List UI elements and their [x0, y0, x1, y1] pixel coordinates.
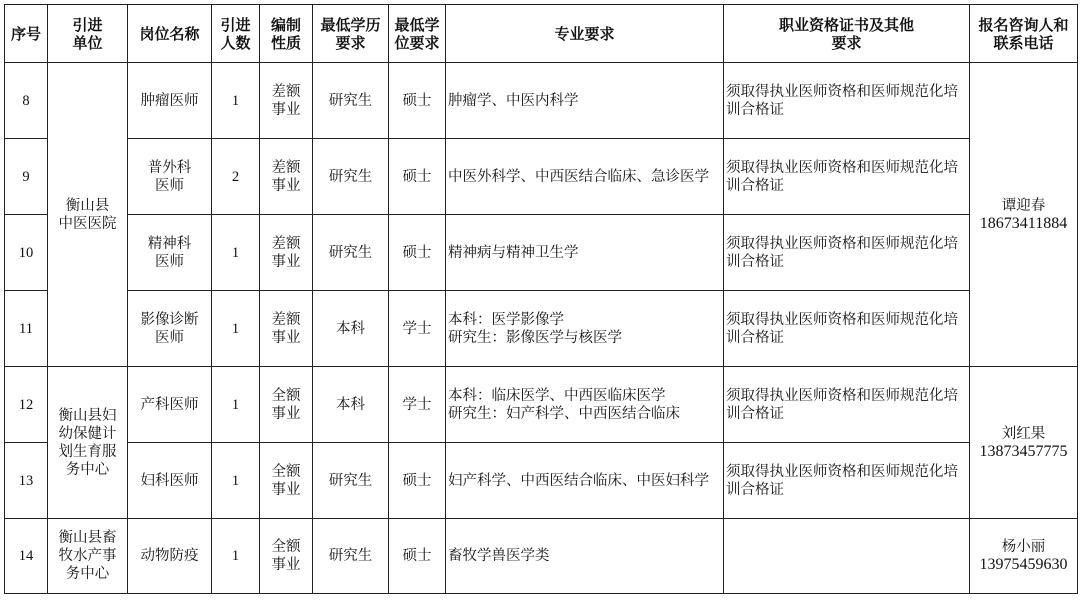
staffing-cell: 差额 事业 — [260, 215, 313, 291]
row-no: 10 — [5, 215, 48, 291]
edu-cell: 本科 — [313, 367, 389, 443]
header-cert: 职业资格证书及其他 要求 — [724, 5, 970, 63]
header-degree: 最低学 位要求 — [389, 5, 446, 63]
staffing-cell: 差额 事业 — [260, 63, 313, 139]
table-row — [5, 63, 1078, 139]
staffing-cell: 全额 事业 — [260, 367, 313, 443]
header-row — [5, 5, 1078, 63]
edu-cell: 本科 — [313, 291, 389, 367]
count-cell: 1 — [212, 291, 260, 367]
table-row — [5, 443, 1078, 519]
unit-cell: 衡山县 中医医院 — [48, 63, 128, 367]
table-row — [5, 519, 1078, 594]
unit-cell: 衡山县妇 幼保健计 划生育服 务中心 — [48, 367, 128, 519]
degree-cell: 硕士 — [389, 215, 446, 291]
count-cell: 1 — [212, 215, 260, 291]
header-contact: 报名咨询人和 联系电话 — [970, 5, 1078, 63]
header-major: 专业要求 — [446, 5, 724, 63]
edu-cell: 研究生 — [313, 519, 389, 594]
contact-phone: 13975459630 — [979, 556, 1068, 573]
cert-cell: 须取得执业医师资格和医师规范化培训合格证 — [724, 443, 970, 519]
recruitment-table — [4, 4, 1078, 594]
header-edu: 最低学历 要求 — [313, 5, 389, 63]
cert-cell — [724, 519, 970, 594]
cert-cell: 须取得执业医师资格和医师规范化培训合格证 — [724, 291, 970, 367]
degree-cell: 学士 — [389, 367, 446, 443]
staffing-cell: 差额 事业 — [260, 291, 313, 367]
major-cell: 本科：临床医学、中西医临床医学 研究生：妇产科学、中西医结合临床 — [446, 367, 724, 443]
degree-cell: 硕士 — [389, 443, 446, 519]
degree-cell: 硕士 — [389, 63, 446, 139]
post-cell: 妇科医师 — [128, 443, 212, 519]
degree-cell: 硕士 — [389, 139, 446, 215]
degree-cell: 学士 — [389, 291, 446, 367]
row-no: 13 — [5, 443, 48, 519]
table-row — [5, 367, 1078, 443]
contact-name: 谭迎春 — [1001, 197, 1046, 214]
post-cell: 普外科 医师 — [128, 139, 212, 215]
header-post: 岗位名称 — [128, 5, 212, 63]
table-row — [5, 291, 1078, 367]
post-cell: 肿瘤医师 — [128, 63, 212, 139]
post-cell: 精神科 医师 — [128, 215, 212, 291]
edu-cell: 研究生 — [313, 443, 389, 519]
cert-cell: 须取得执业医师资格和医师规范化培训合格证 — [724, 139, 970, 215]
contact-cell — [970, 63, 1078, 367]
header-count: 引进 人数 — [212, 5, 260, 63]
row-no: 9 — [5, 139, 48, 215]
staffing-cell: 差额 事业 — [260, 139, 313, 215]
major-cell: 中医外科学、中西医结合临床、急诊医学 — [446, 139, 724, 215]
major-cell: 本科：医学影像学 研究生：影像医学与核医学 — [446, 291, 724, 367]
count-cell: 1 — [212, 63, 260, 139]
staffing-cell: 全额 事业 — [260, 443, 313, 519]
header-unit: 引进 单位 — [48, 5, 128, 63]
row-no: 11 — [5, 291, 48, 367]
row-no: 12 — [5, 367, 48, 443]
degree-cell: 硕士 — [389, 519, 446, 594]
major-cell: 精神病与精神卫生学 — [446, 215, 724, 291]
major-cell: 妇产科学、中西医结合临床、中医妇科学 — [446, 443, 724, 519]
count-cell: 1 — [212, 367, 260, 443]
count-cell: 2 — [212, 139, 260, 215]
header-staffing: 编制 性质 — [260, 5, 313, 63]
post-cell: 产科医师 — [128, 367, 212, 443]
contact-cell — [970, 519, 1078, 594]
row-no: 8 — [5, 63, 48, 139]
contact-name: 杨小丽 — [1001, 539, 1046, 555]
cert-cell: 须取得执业医师资格和医师规范化培训合格证 — [724, 215, 970, 291]
staffing-cell: 全额 事业 — [260, 519, 313, 594]
cert-cell: 须取得执业医师资格和医师规范化培训合格证 — [724, 367, 970, 443]
post-cell: 影像诊断 医师 — [128, 291, 212, 367]
count-cell: 1 — [212, 519, 260, 594]
contact-phone: 13873457775 — [979, 442, 1068, 460]
edu-cell: 研究生 — [313, 215, 389, 291]
header-no: 序号 — [5, 5, 48, 63]
post-cell: 动物防疫 — [128, 519, 212, 594]
edu-cell: 研究生 — [313, 63, 389, 139]
contact-name: 刘红果 — [1001, 425, 1046, 442]
contact-cell — [970, 367, 1078, 519]
count-cell: 1 — [212, 443, 260, 519]
table-row — [5, 139, 1078, 215]
row-no: 14 — [5, 519, 48, 594]
cert-cell: 须取得执业医师资格和医师规范化培训合格证 — [724, 63, 970, 139]
unit-cell: 衡山县畜 牧水产事 务中心 — [48, 519, 128, 594]
table-row — [5, 215, 1078, 291]
edu-cell: 研究生 — [313, 139, 389, 215]
major-cell: 畜牧学兽医学类 — [446, 519, 724, 594]
contact-phone: 18673411884 — [979, 214, 1068, 232]
major-cell: 肿瘤学、中医内科学 — [446, 63, 724, 139]
